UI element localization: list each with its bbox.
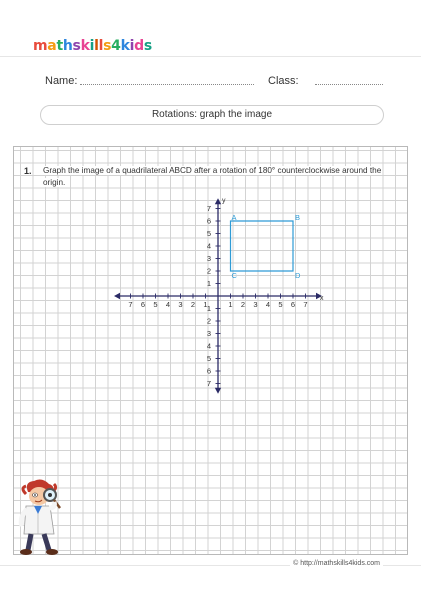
footer-url[interactable]: © http://mathskills4kids.com <box>290 560 383 567</box>
y-tick-label: 4 <box>206 341 211 351</box>
vertex-label-c: C <box>231 271 237 280</box>
logo-letter: k <box>120 38 130 54</box>
axes <box>114 198 322 394</box>
x-tick-label: 5 <box>278 300 283 309</box>
logo-letter: h <box>62 38 73 54</box>
x-tick-label: 1 <box>203 300 208 309</box>
y-tick-label: 7 <box>206 379 211 389</box>
x-tick-label: 2 <box>190 300 196 309</box>
x-tick-label: 3 <box>253 300 258 309</box>
tick-labels <box>128 197 324 388</box>
x-tick-label: 4 <box>165 300 171 309</box>
question-text-content: Graph the image of a quadrilateral ABCD after a rotation of 180° counterclockwise around the origin. <box>43 166 382 187</box>
x-tick-label: 3 <box>178 300 183 309</box>
logo-letter: l <box>94 38 99 54</box>
y-tick-label: 2 <box>206 266 211 276</box>
class-label: Class: <box>268 75 299 87</box>
name-label: Name: <box>45 75 78 87</box>
x-tick-label: 4 <box>265 300 271 309</box>
y-tick-label: 3 <box>206 329 211 339</box>
logo-letter: i <box>129 38 135 54</box>
logo-letter: s <box>103 38 112 54</box>
y-tick-label: 2 <box>206 316 211 326</box>
x-tick-label: 6 <box>290 300 296 309</box>
logo-letter: t <box>56 38 63 54</box>
y-tick-label: 3 <box>206 254 211 264</box>
x-tick-label: 2 <box>240 300 246 309</box>
y-tick-label: 4 <box>206 241 211 251</box>
logo-letter: m <box>33 38 48 54</box>
x-tick-label: 7 <box>303 300 308 309</box>
y-axis-label: y <box>222 197 226 205</box>
y-tick-label: 6 <box>206 216 211 226</box>
logo-letter: i <box>89 38 95 54</box>
x-axis-label: x <box>320 295 324 302</box>
quadrilateral-abcd <box>231 213 302 280</box>
logo-letter: 4 <box>111 38 121 54</box>
vertex-label-b: B <box>295 213 301 222</box>
scientist-mascot-icon <box>16 478 66 558</box>
logo-letter: l <box>98 38 104 54</box>
y-tick-label: 5 <box>206 229 211 239</box>
y-tick-label: 1 <box>206 279 211 289</box>
logo-letter: k <box>80 38 90 54</box>
y-tick-label: 6 <box>206 366 211 376</box>
question-number: 1. <box>24 166 32 176</box>
logo-letter: d <box>134 38 144 54</box>
x-tick-label: 6 <box>140 300 146 309</box>
x-axis-arrow-left <box>114 293 120 299</box>
quadrilateral-outline <box>231 221 294 271</box>
x-tick-label: 7 <box>128 300 133 309</box>
vertex-label-d: D <box>295 271 301 280</box>
x-tick-label: 5 <box>153 300 158 309</box>
y-tick-label: 5 <box>206 354 211 364</box>
logo-letter: s <box>72 38 81 54</box>
x-tick-label: 1 <box>228 300 233 309</box>
y-axis-arrow-up <box>215 198 221 204</box>
logo-letter: s <box>143 38 152 54</box>
y-tick-label: 1 <box>206 304 211 314</box>
worksheet-title: Rotations: graph the image <box>40 105 384 125</box>
y-axis-arrow-down <box>215 388 221 394</box>
logo-letter: a <box>47 38 57 54</box>
vertex-label-a: A <box>231 213 237 222</box>
y-tick-label: 7 <box>206 204 211 214</box>
